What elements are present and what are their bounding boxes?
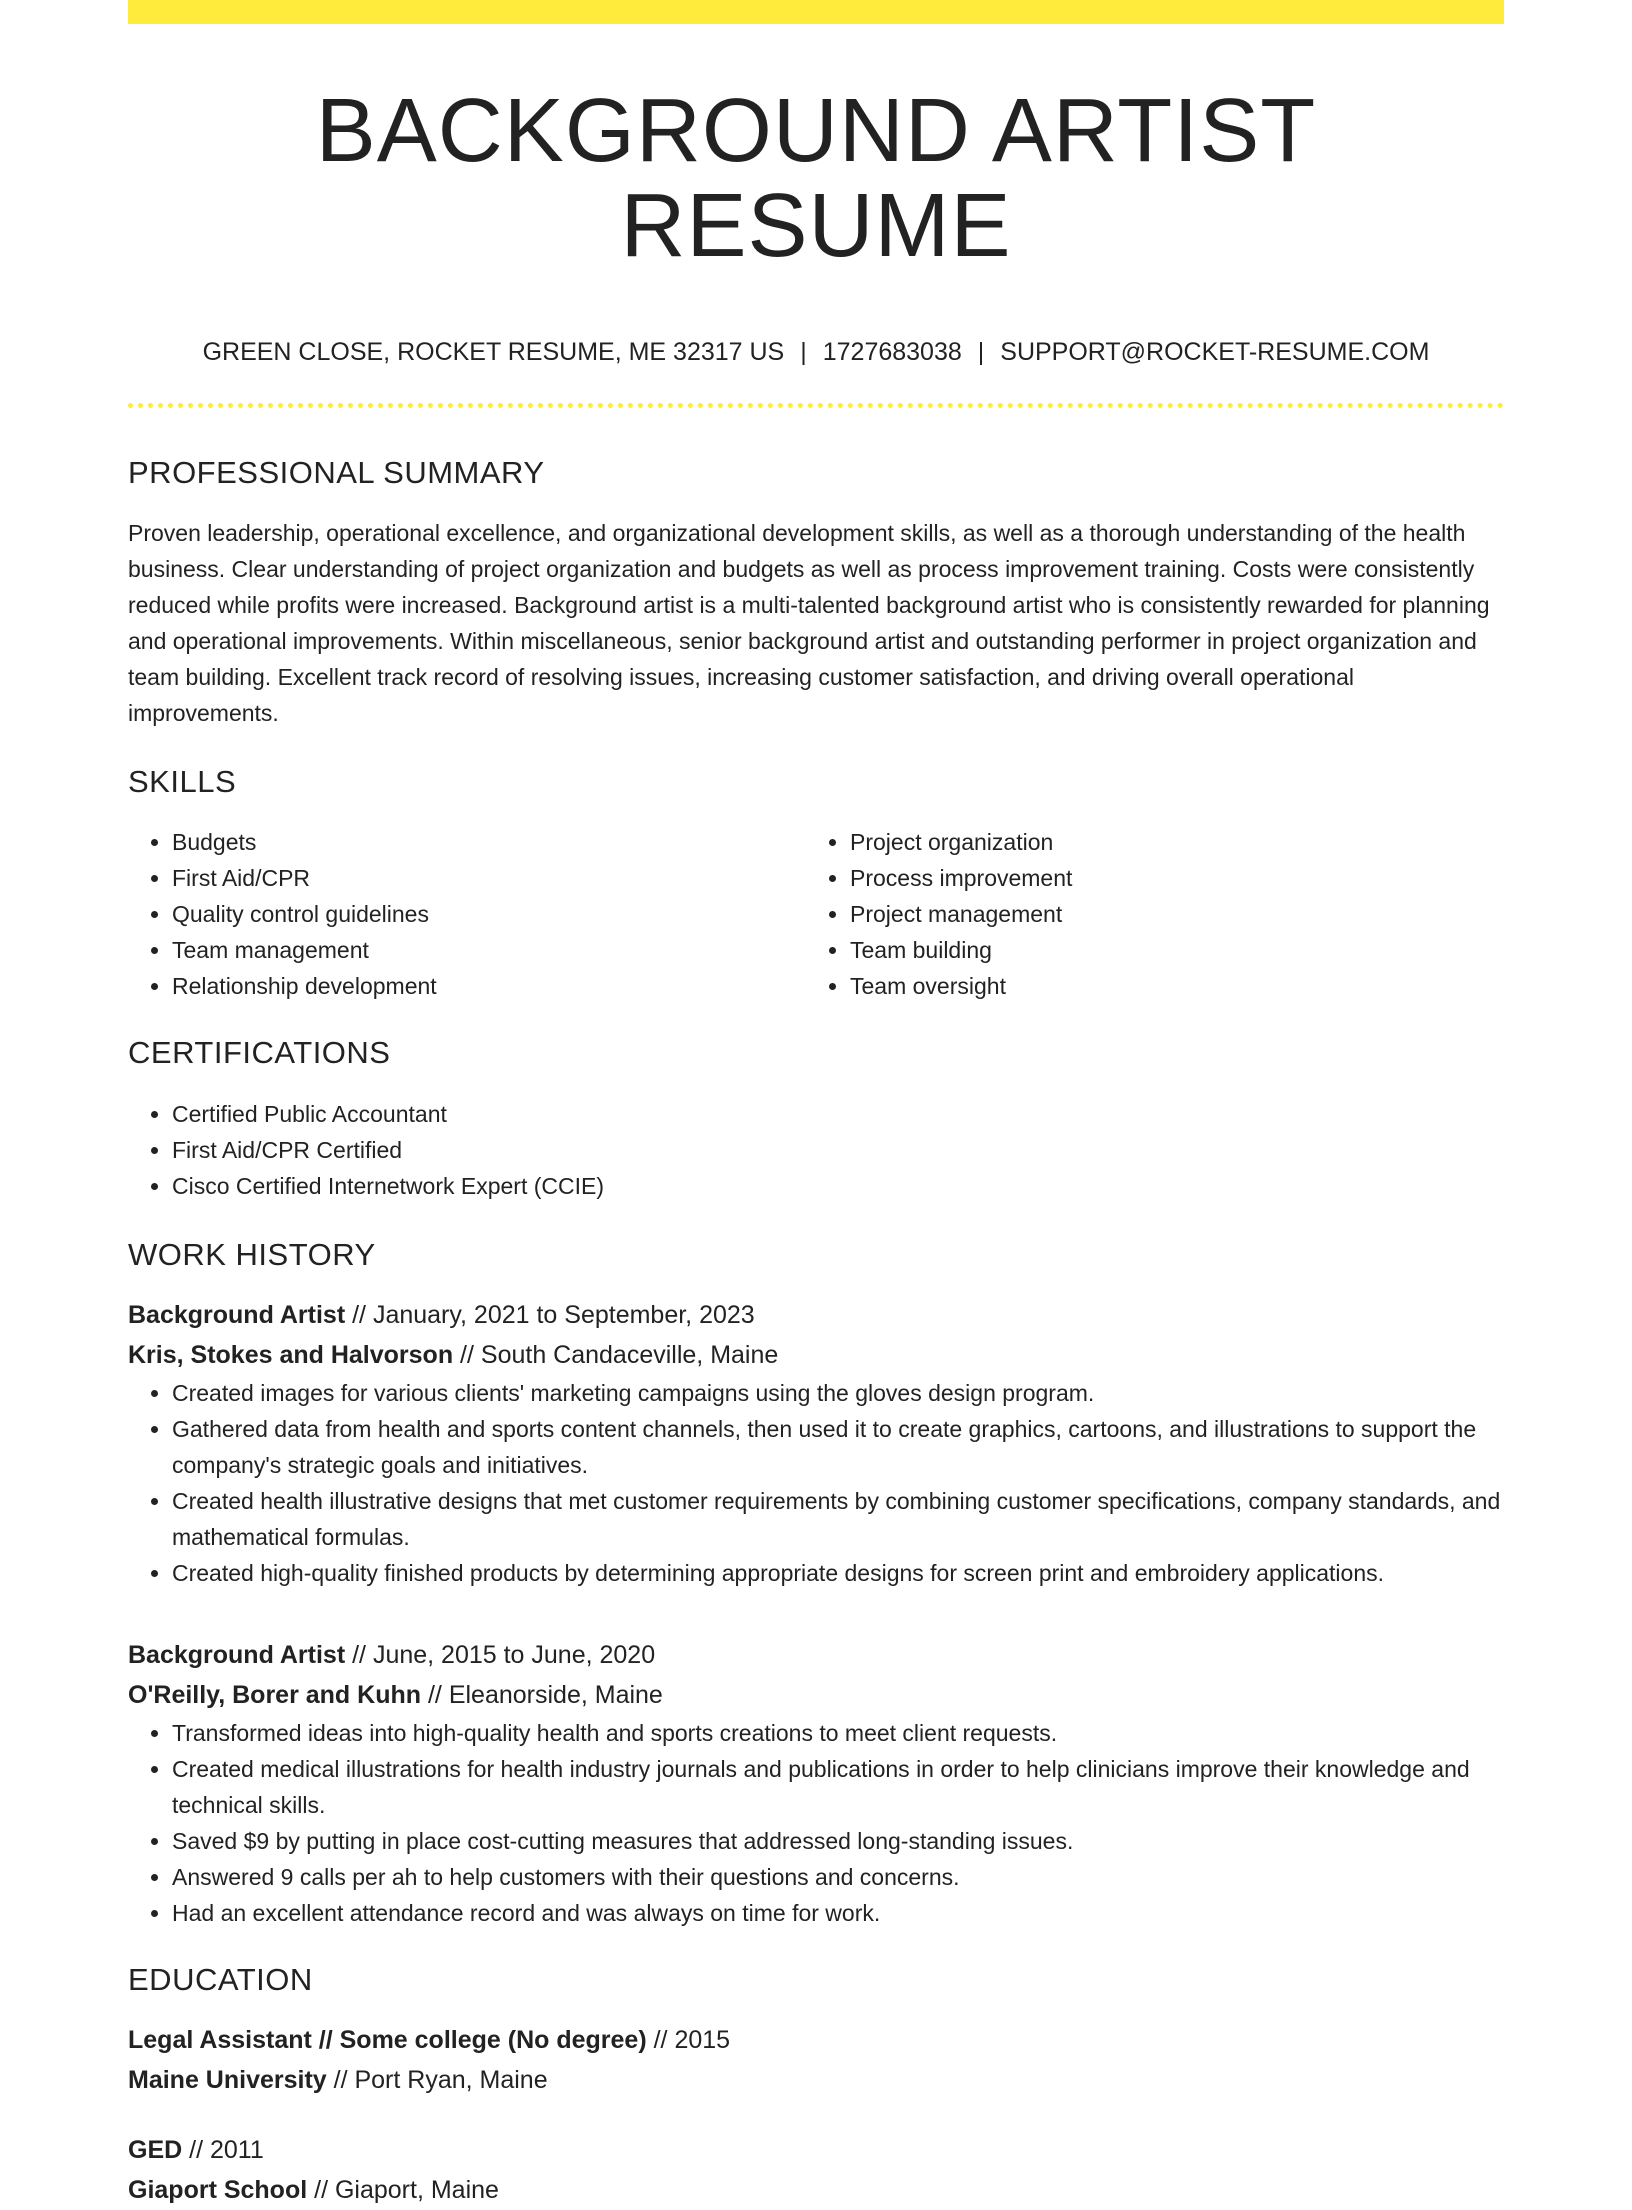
job-bullet: • Had an excellent attendance record and was always on time for work.	[172, 1895, 1504, 1931]
job-bullet: • Gathered data from health and sports content channels, then used it to create graphics, cartoons, and illustrations to support the company's strategic goals and initiatives.	[172, 1411, 1504, 1483]
job-bullets	[128, 1375, 1504, 1591]
education-school: Maine University	[128, 2065, 327, 2094]
skill-item: • Budgets	[172, 824, 806, 860]
job-dates: // January, 2021 to September, 2023	[345, 1300, 755, 1329]
job-dates: // June, 2015 to June, 2020	[345, 1640, 656, 1669]
job-location: // South Candaceville, Maine	[453, 1340, 779, 1369]
education-location: // Port Ryan, Maine	[326, 2065, 548, 2094]
job-bullet: • Created images for various clients' marketing campaigns using the gloves design program.	[172, 1375, 1504, 1411]
certification-item: • Cisco Certified Internetwork Expert (CCIE)	[172, 1168, 1504, 1204]
education-degree-line	[128, 2020, 1504, 2060]
job-bullet: • Transformed ideas into high-quality health and sports creations to meet client requests.	[172, 1715, 1504, 1751]
education-school: Giaport School	[128, 2175, 308, 2204]
skills-column-right	[806, 824, 1484, 1004]
skill-item: • Team management	[172, 932, 806, 968]
education-degree: GED	[128, 2135, 183, 2164]
job-company-line	[128, 1675, 1504, 1715]
certification-item: • Certified Public Accountant	[172, 1096, 1504, 1132]
job-title-line	[128, 1635, 1504, 1675]
education-location: // Giaport, Maine	[307, 2175, 499, 2204]
education-school-line	[128, 2170, 1504, 2210]
summary-text: Proven leadership, operational excellence, and organizational development skills, as well as a thorough understanding of the health business. Clear understanding of project organization and budgets as well as process improvement training. Costs were consistently reduced while profits were increased. Background artist is a multi-talented background artist who is consistently rewarded for planning and operational improvements. Within miscellaneous, senior background artist and outstanding performer in project organization and team building. Excellent track record of resolving issues, increasing customer satisfaction, and driving overall operational improvements.	[128, 520, 1490, 727]
header-divider	[128, 403, 1504, 408]
skill-item: • Relationship development	[172, 968, 806, 1004]
job-bullet: • Created high-quality finished products by determining appropriate designs for screen print and embroidery applications.	[172, 1555, 1504, 1591]
education-entry	[128, 2130, 1504, 2210]
certification-item: • First Aid/CPR Certified	[172, 1132, 1504, 1168]
job-bullet: • Created medical illustrations for health industry journals and publications in order to help clinicians improve their knowledge and technical skills.	[172, 1751, 1504, 1823]
skill-item: • Team building	[850, 932, 1484, 968]
skill-item: • Project management	[850, 896, 1484, 932]
contact-separator: |	[977, 338, 985, 366]
certifications-heading: CERTIFICATIONS	[128, 1035, 391, 1071]
job-bullet: • Saved $9 by putting in place cost-cutting measures that addressed long-standing issues.	[172, 1823, 1504, 1859]
contact-separator: |	[800, 338, 807, 366]
job-entry	[128, 1635, 1504, 1931]
job-title-line	[128, 1295, 1504, 1335]
job-bullets	[128, 1715, 1504, 1931]
summary-heading: PROFESSIONAL SUMMARY	[128, 455, 545, 490]
skill-item: • Process improvement	[850, 860, 1484, 896]
education-entry	[128, 2020, 1504, 2100]
certifications-list	[128, 1096, 1504, 1204]
skills-column-left	[128, 824, 806, 1004]
work-history-heading: WORK HISTORY	[128, 1236, 376, 1272]
job-company: O'Reilly, Borer and Kuhn	[128, 1680, 422, 1709]
skill-item: • Team oversight	[850, 968, 1484, 1004]
skill-item: • Quality control guidelines	[172, 896, 806, 932]
education-degree-line	[128, 2130, 1504, 2170]
skill-item: • First Aid/CPR	[172, 860, 806, 896]
resume-title: BACKGROUND ARTIST RESUME	[315, 81, 1317, 276]
job-bullet: • Created health illustrative designs that met customer requirements by combining customer specifications, company standards, and mathematical formulas.	[172, 1483, 1504, 1555]
job-location: // Eleanorside, Maine	[421, 1680, 663, 1709]
contact-email: SUPPORT@ROCKET-RESUME.COM	[1000, 338, 1430, 366]
contact-line	[128, 337, 1504, 367]
skills-grid	[128, 824, 1504, 1004]
skills-heading: SKILLS	[128, 764, 237, 800]
accent-top-bar	[128, 0, 1504, 24]
resume-page	[128, 0, 1504, 2210]
education-year: // 2011	[182, 2135, 264, 2164]
job-company-line	[128, 1335, 1504, 1375]
job-company: Kris, Stokes and Halvorson	[128, 1340, 454, 1369]
job-role: Background Artist	[128, 1300, 346, 1329]
job-bullet: • Answered 9 calls per ah to help customers with their questions and concerns.	[172, 1859, 1504, 1895]
education-year: // 2015	[646, 2025, 731, 2054]
contact-phone: 1727683038	[822, 338, 962, 366]
skill-item: • Project organization	[850, 824, 1484, 860]
education-heading: EDUCATION	[128, 1961, 313, 1997]
education-degree: Legal Assistant // Some college (No degree)	[128, 2025, 647, 2054]
education-school-line	[128, 2060, 1504, 2100]
contact-address: GREEN CLOSE, ROCKET RESUME, ME 32317 US	[202, 338, 785, 366]
job-role: Background Artist	[128, 1640, 346, 1669]
job-entry	[128, 1295, 1504, 1591]
